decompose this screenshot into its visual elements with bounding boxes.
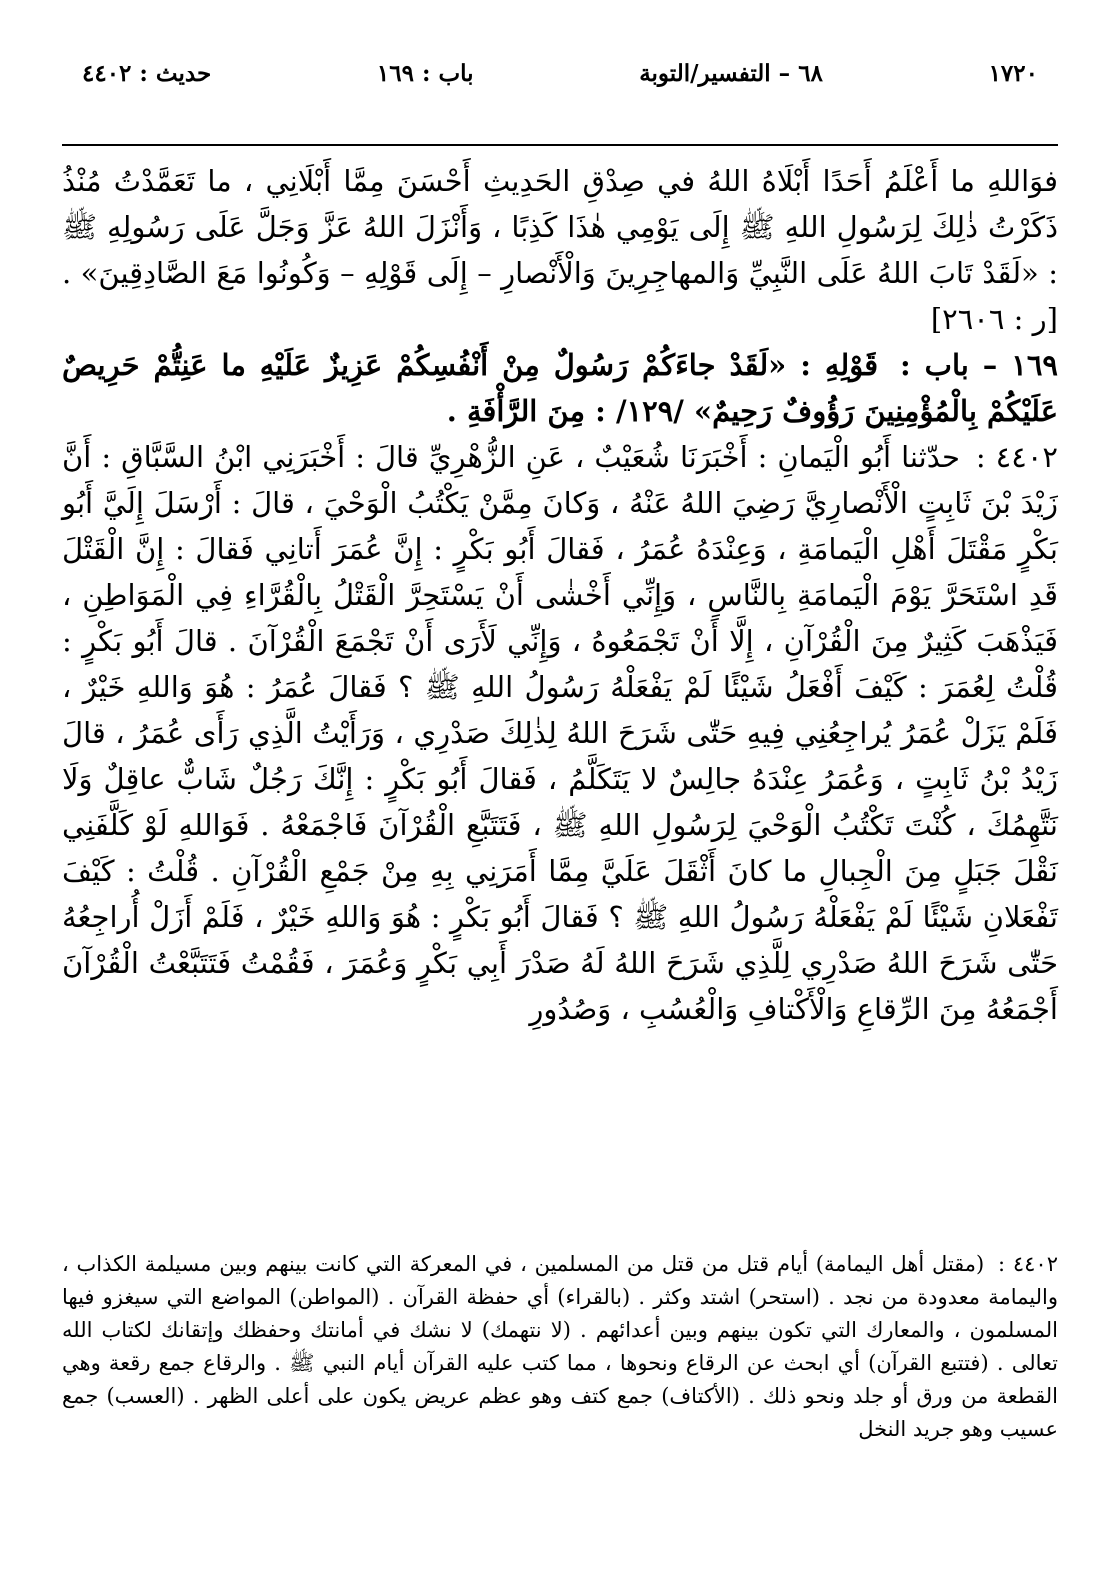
paragraph-1-text: فوَاللهِ ما أَعْلَمُ أَحَدًا أَبْلَاهُ اللهُ في صِدْقِ الحَدِيثِ أَحْسَنَ مِمَّا أَبْلَانِي ، ما تَعَمَّدْتُ مُنْذُ ذَكَرْتُ ذٰلِكَ لِرَسُولِ اللهِ ﷺ إِلَى يَوْمِي هٰذَا كَذِبًا ، وَأَنْزَلَ اللهُ عَزَّ وَجَلَّ عَلَى رَسُولِهِ ﷺ : «لَقَدْ تَابَ اللهُ عَلَى النَّبِيِّ وَالمهاجِرِينَ وَالْأَنْصارِ – إِلَى قَوْلِهِ – وَكُونُوا مَعَ الصَّادِقِينَ» . [62, 164, 1058, 290]
hadith-paragraph [62, 434, 1058, 1032]
footnote-number: ٤٤٠٢ : [998, 1252, 1058, 1276]
hadith-label: حديث : ٤٤٠٢ [82, 60, 212, 87]
bab-number: ١٦٩ – باب : [900, 348, 1058, 382]
hadith-number: ٤٤٠٢ : [975, 440, 1058, 474]
book-title: ٦٨ – التفسير/التوبة [639, 60, 823, 87]
bab-title: قَوْلِهِ : «لَقَدْ جاءَكُمْ رَسُولٌ مِنْ أَنْفُسِكُمْ عَزِيزٌ عَلَيْهِ ما عَنِتُّمْ حَرِيصٌ عَلَيْكُمْ بِالْمُؤْمِنِينَ رَؤُوفٌ رَحِيمٌ» /١٢٩/ : مِنَ الرَّأْفَةِ . [62, 348, 1058, 428]
footnote-text: (مقتل أهل اليمامة) أيام قتل من قتل من المسلمين ، في المعركة التي كانت بينهم وبين مسيلمة الكذاب ، واليمامة معدودة من نجد . (استحر) اشتد وكثر . (بالقراء) أي حفظة القرآن . (المواطن) المواضع التي سيغزو فيها المسلمون ، والمعارك التي تكون بينهم وبين أعدائهم . (لا نتهمك) لا نشك في أمانتك وحفظك وإتقانك لكتاب الله تعالى . (فتتبع القرآن) أي ابحث عن الرقاع ونحوها ، مما كتب عليه القرآن أيام النبي ﷺ . والرقاع جمع رقعة وهي القطعة من ورق أو جلد ونحو ذلك . (الأكتاف) جمع كتف وهو عظم عريض يكون على أعلى الظهر . (العسب) جمع عسيب وهو جريد النخل [62, 1252, 1058, 1441]
main-text [62, 158, 1058, 1032]
page-number: ١٧٢٠ [988, 60, 1038, 87]
cross-reference: [ر : ٢٦٠٦] [930, 302, 1058, 336]
chapter-label: باب : ١٦٩ [376, 60, 474, 87]
bab-heading [62, 342, 1058, 434]
hadith-text: حدّثنا أَبُو الْيَمانِ : أَخْبَرَنَا شُعَيْبٌ ، عَنِ الزُّهْرِيِّ قالَ : أَخْبَرَنِي ابْنُ السَّبَّاقِ : أَنَّ زَيْدَ بْنَ ثَابِتٍ الْأَنْصارِيَّ رَضِيَ اللهُ عَنْهُ ، وَكانَ مِمَّنْ يَكْتُبُ الْوَحْيَ ، قالَ : أَرْسَلَ إِلَيَّ أَبُو بَكْرٍ مَقْتَلَ أَهْلِ الْيَمامَةِ ، وَعِنْدَهُ عُمَرُ ، فَقالَ أَبُو بَكْرٍ : إِنَّ عُمَرَ أَتانِي فَقالَ : إِنَّ الْقَتْلَ قَدِ اسْتَحَرَّ يَوْمَ الْيَمامَةِ بِالنَّاسِ ، وَإِنِّي أَخْشٰى أَنْ يَسْتَحِرَّ الْقَتْلُ بِالْقُرَّاءِ فِي الْمَوَاطِنِ ، فَيَذْهَبَ كَثِيرٌ مِنَ الْقُرْآنِ ، إِلَّا أَنْ تَجْمَعُوهُ ، وَإِنِّي لَأَرَى أَنْ تَجْمَعَ الْقُرْآنَ . قالَ أَبُو بَكْرٍ : قُلْتُ لِعُمَرَ : كَيْفَ أَفْعَلُ شَيْئًا لَمْ يَفْعَلْهُ رَسُولُ اللهِ ﷺ ؟ فَقالَ عُمَرُ : هُوَ وَاللهِ خَيْرٌ ، فَلَمْ يَزَلْ عُمَرُ يُراجِعُنِي فِيهِ حَتّٰى شَرَحَ اللهُ لِذٰلِكَ صَدْرِي ، وَرَأَيْتُ الَّذِي رَأَى عُمَرُ ، قالَ زَيْدُ بْنُ ثَابِتٍ ، وَعُمَرُ عِنْدَهُ جالِسٌ لا يَتَكَلَّمُ ، فَقالَ أَبُو بَكْرٍ : إِنَّكَ رَجُلٌ شَابٌّ عاقِلٌ وَلَا نَتَّهِمُكَ ، كُنْتَ تَكْتُبُ الْوَحْيَ لِرَسُولِ اللهِ ﷺ ، فَتَتَبَّعِ الْقُرْآنَ فَاجْمَعْهُ . فَوَاللهِ لَوْ كَلَّفَنِي نَقْلَ جَبَلٍ مِنَ الْجِبالِ ما كانَ أَثْقَلَ عَلَيَّ مِمَّا أَمَرَنِي بِهِ مِنْ جَمْعِ الْقُرْآنِ . قُلْتُ : كَيْفَ تَفْعَلانِ شَيْئًا لَمْ يَفْعَلْهُ رَسُولُ اللهِ ﷺ ؟ فَقالَ أَبُو بَكْرٍ : هُوَ وَاللهِ خَيْرٌ ، فَلَمْ أَزَلْ أُراجِعُهُ حَتّٰى شَرَحَ اللهُ صَدْرِي لِلَّذِي شَرَحَ اللهُ لَهُ صَدْرَ أَبِي بَكْرٍ وَعُمَرَ ، فَقُمْتُ فَتَتَبَّعْتُ الْقُرْآنَ أَجْمَعُهُ مِنَ الرِّقاعِ وَالْأَكْتافِ وَالْعُسُبِ ، وَصُدُورِ [62, 440, 1058, 1026]
book-page [62, 40, 1058, 1540]
running-header [62, 40, 1058, 104]
footnotes [62, 1248, 1058, 1446]
paragraph-1 [62, 158, 1058, 342]
header-divider [62, 144, 1058, 146]
footnote [62, 1248, 1058, 1446]
